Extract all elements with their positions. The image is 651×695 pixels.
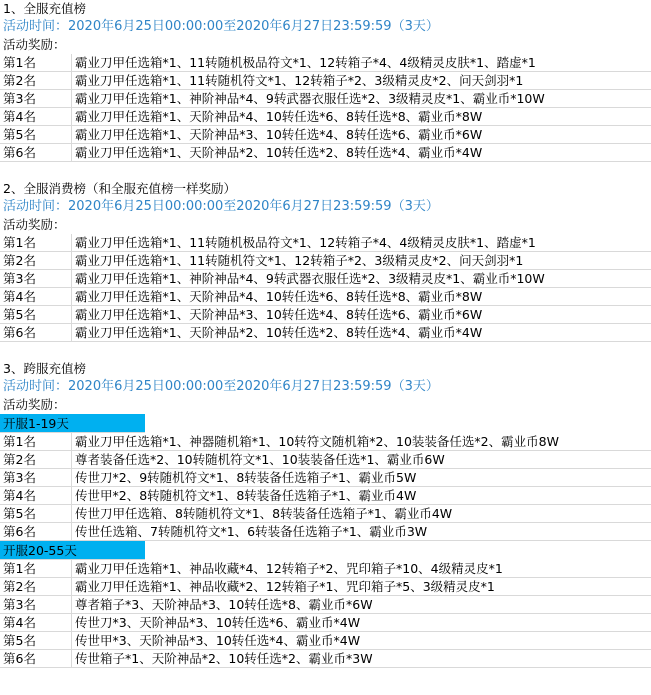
section-2-title: 2、全服消费榜（和全服充值榜一样奖励）: [3, 181, 236, 196]
reward-cell: 传世甲*2、8转随机符文*1、8转装备任选箱子*1、霸业币4W: [75, 488, 417, 503]
table-row: [0, 487, 651, 505]
table-row: [0, 90, 651, 108]
rank-cell: 第6名: [3, 524, 36, 539]
rank-cell: 第4名: [3, 289, 36, 304]
table-row: [0, 252, 651, 270]
section-1-reward-label: 活动奖励：: [3, 37, 66, 52]
rank-cell: 第5名: [3, 127, 36, 142]
table-row: [0, 560, 651, 578]
rank-cell: 第4名: [3, 488, 36, 503]
reward-cell: 霸业刀甲任选箱*1、天阶神品*2、10转任选*2、8转任选*4、霸业币*4W: [75, 145, 483, 160]
reward-cell: 传世甲*3、天阶神品*3、10转任选*4、霸业币*4W: [75, 633, 361, 648]
reward-cell: 霸业刀甲任选箱*1、神阶神品*4、9转武器衣服任选*2、3级精灵皮*1、霸业币*10W: [75, 91, 545, 106]
section-1-title: 1、全服充值榜: [3, 1, 86, 16]
reward-cell: 霸业刀甲任选箱*1、11转随机符文*1、12转箱子*2、3级精灵皮*2、问天剑羽*1: [75, 73, 524, 88]
section-3-title: 3、跨服充值榜: [3, 361, 86, 376]
rank-cell: 第2名: [3, 253, 36, 268]
rank-cell: 第2名: [3, 452, 36, 467]
table-row: [0, 650, 651, 668]
rank-cell: 第5名: [3, 506, 36, 521]
section-1-rows: [0, 54, 651, 162]
table-row: [0, 505, 651, 523]
section-2-rows: [0, 234, 651, 342]
table-row: [0, 306, 651, 324]
rank-cell: 第3名: [3, 470, 36, 485]
reward-cell: 尊者装备任选*2、10转随机符文*1、10装装备任选*1、霸业币6W: [75, 452, 445, 467]
rank-cell: 第6名: [3, 651, 36, 666]
section-2-time: 活动时间：2020年6月25日00:00:00至2020年6月27日23:59:59（3天）: [3, 199, 439, 214]
reward-cell: 霸业刀甲任选箱*1、神品收藏*4、12转箱子*2、咒印箱子*10、4级精灵皮*1: [75, 561, 503, 576]
table-row: [0, 433, 651, 451]
reward-cell: 霸业刀甲任选箱*1、天阶神品*4、10转任选*6、8转任选*8、霸业币*8W: [75, 109, 483, 124]
reward-cell: 尊者箱子*3、天阶神品*3、10转任选*8、霸业币*6W: [75, 597, 373, 612]
reward-cell: 传世刀甲任选箱、8转随机符文*1、8转装备任选箱子*1、霸业币4W: [75, 506, 453, 521]
table-row: [0, 270, 651, 288]
spacer: [0, 162, 651, 180]
reward-cell: 霸业刀甲任选箱*1、11转随机符文*1、12转箱子*2、3级精灵皮*2、问天剑羽*1: [75, 253, 524, 268]
rank-cell: 第2名: [3, 579, 36, 594]
table-row: [0, 632, 651, 650]
table-row: [0, 596, 651, 614]
reward-cell: 霸业刀甲任选箱*1、神品收藏*2、12转箱子*1、咒印箱子*5、3级精灵皮*1: [75, 579, 495, 594]
reward-cell: 霸业刀甲任选箱*1、天阶神品*4、10转任选*6、8转任选*8、霸业币*8W: [75, 289, 483, 304]
section-3-time: 活动时间：2020年6月25日00:00:00至2020年6月27日23:59:59（3天）: [3, 379, 439, 394]
table-row: [0, 144, 651, 162]
reward-cell: 霸业刀甲任选箱*1、天阶神品*2、10转任选*2、8转任选*4、霸业币*4W: [75, 325, 483, 340]
rank-cell: 第6名: [3, 145, 36, 160]
table-row: [0, 72, 651, 90]
table-row: [0, 578, 651, 596]
reward-cell: 霸业刀甲任选箱*1、11转随机极品符文*1、12转箱子*4、4级精灵皮肤*1、踏虚*1: [75, 55, 536, 70]
reward-cell: 霸业刀甲任选箱*1、天阶神品*3、10转任选*4、8转任选*6、霸业币*6W: [75, 307, 483, 322]
tier-2-rows: [0, 560, 651, 668]
rank-cell: 第3名: [3, 597, 36, 612]
section-3-reward-label: 活动奖励：: [3, 397, 66, 412]
rank-cell: 第5名: [3, 633, 36, 648]
table-row: [0, 234, 651, 252]
section-2-reward-label: 活动奖励：: [3, 217, 66, 232]
rank-cell: 第3名: [3, 91, 36, 106]
table-row: [0, 451, 651, 469]
table-row: [0, 54, 651, 72]
reward-cell: 霸业刀甲任选箱*1、神器随机箱*1、10转符文随机箱*2、10装装备任选*2、霸业币8W: [75, 434, 559, 449]
reward-cell: 传世刀*2、9转随机符文*1、8转装备任选箱子*1、霸业币5W: [75, 470, 417, 485]
rank-cell: 第5名: [3, 307, 36, 322]
rank-cell: 第4名: [3, 109, 36, 124]
rank-cell: 第4名: [3, 615, 36, 630]
reward-cell: 传世箱子*1、天阶神品*2、10转任选*2、霸业币*3W: [75, 651, 373, 666]
reward-cell: 霸业刀甲任选箱*1、神阶神品*4、9转武器衣服任选*2、3级精灵皮*1、霸业币*10W: [75, 271, 545, 286]
reward-cell: 霸业刀甲任选箱*1、11转随机极品符文*1、12转箱子*4、4级精灵皮肤*1、踏虚*1: [75, 235, 536, 250]
section-1-time: 活动时间：2020年6月25日00:00:00至2020年6月27日23:59:59（3天）: [3, 19, 439, 34]
rank-cell: 第6名: [3, 325, 36, 340]
reward-cell: 霸业刀甲任选箱*1、天阶神品*3、10转任选*4、8转任选*6、霸业币*6W: [75, 127, 483, 142]
rank-cell: 第1名: [3, 434, 36, 449]
table-row: [0, 108, 651, 126]
rank-cell: 第1名: [3, 235, 36, 250]
rank-cell: 第3名: [3, 271, 36, 286]
tier-header: 开服20-55天: [0, 541, 145, 560]
spacer: [0, 342, 651, 360]
rank-cell: 第1名: [3, 55, 36, 70]
table-row: [0, 324, 651, 342]
table-row: [0, 614, 651, 632]
table-row: [0, 523, 651, 541]
tier-1-rows: [0, 433, 651, 541]
tier-header: 开服1-19天: [0, 414, 145, 433]
table-row: [0, 288, 651, 306]
table-row: [0, 469, 651, 487]
reward-cell: 传世任选箱、7转随机符文*1、6转装备任选箱子*1、霸业币3W: [75, 524, 428, 539]
rank-cell: 第1名: [3, 561, 36, 576]
reward-cell: 传世刀*3、天阶神品*3、10转任选*6、霸业币*4W: [75, 615, 361, 630]
rank-cell: 第2名: [3, 73, 36, 88]
table-row: [0, 126, 651, 144]
